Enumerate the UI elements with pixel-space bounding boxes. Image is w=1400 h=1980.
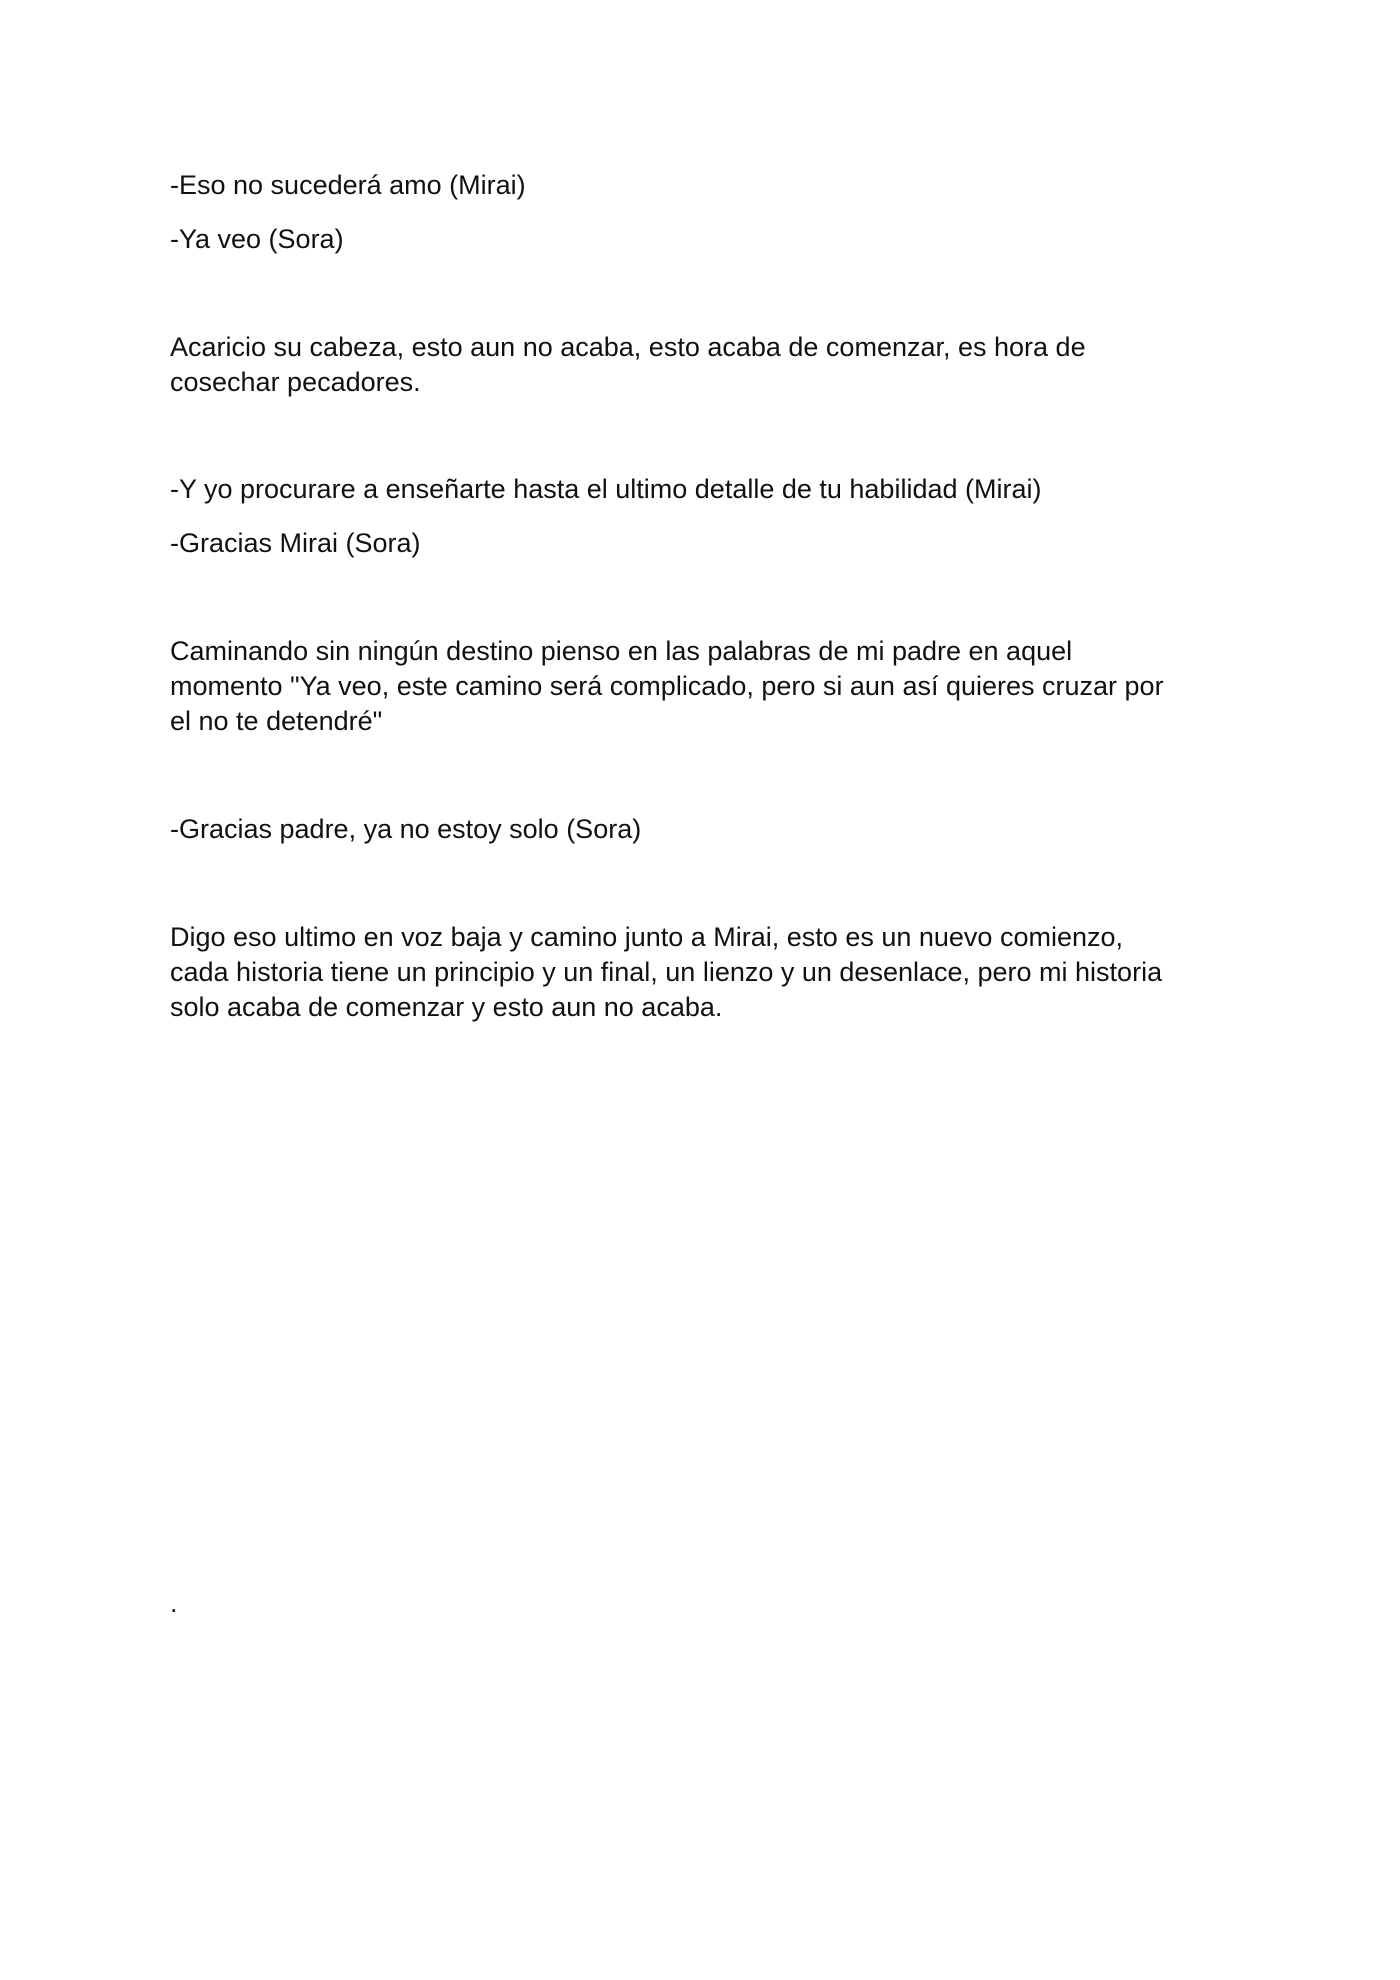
paragraph-line: Digo eso ultimo en voz baja y camino junto a Mirai, esto es un nuevo comienzo, — [170, 922, 1124, 952]
narration-paragraph-2 — [170, 634, 1230, 739]
dialogue-line-sora-3: -Gracias padre, ya no estoy solo (Sora) — [170, 814, 642, 844]
paragraph-line: cosechar pecadores. — [170, 367, 421, 397]
paragraph-line: el no te detendré" — [170, 706, 383, 736]
dialogue-line-sora-1: -Ya veo (Sora) — [170, 224, 344, 254]
dialogue-line-mirai-1: -Eso no sucederá amo (Mirai) — [170, 170, 526, 200]
narration-paragraph-3 — [170, 920, 1230, 1025]
narration-paragraph-1 — [170, 330, 1230, 400]
paragraph-line: solo acaba de comenzar y esto aun no acaba. — [170, 992, 723, 1022]
paragraph-line: Acaricio su cabeza, esto aun no acaba, esto acaba de comenzar, es hora de — [170, 332, 1086, 362]
dialogue-line-sora-2: -Gracias Mirai (Sora) — [170, 528, 421, 558]
paragraph-line: cada historia tiene un principio y un final, un lienzo y un desenlace, pero mi historia — [170, 957, 1163, 987]
paragraph-line: Caminando sin ningún destino pienso en las palabras de mi padre en aquel — [170, 636, 1073, 666]
paragraph-line: momento "Ya veo, este camino será complicado, pero si aun así quieres cruzar por — [170, 671, 1164, 701]
end-mark: . — [170, 1588, 178, 1618]
dialogue-line-mirai-2: -Y yo procurare a enseñarte hasta el ultimo detalle de tu habilidad (Mirai) — [170, 474, 1042, 504]
